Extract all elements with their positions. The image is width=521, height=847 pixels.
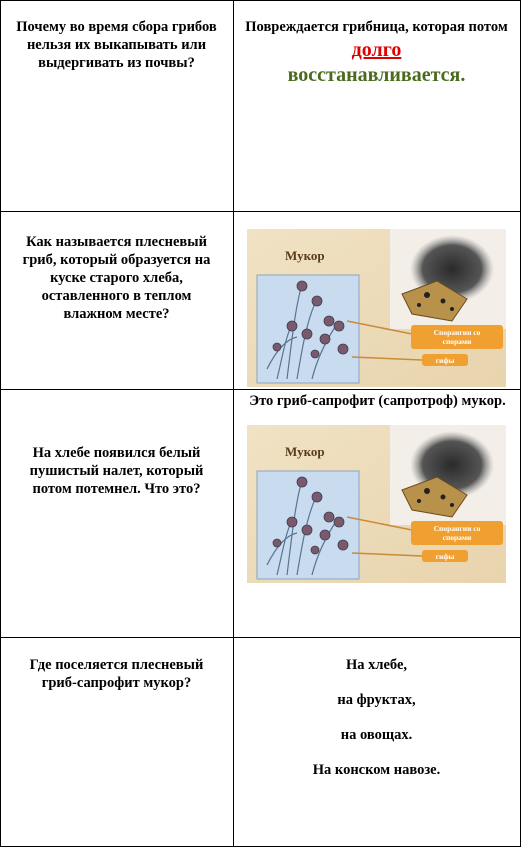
figure-label: гифы: [435, 356, 455, 365]
table-border-left: [0, 0, 1, 847]
answer-highlight-red: долго: [351, 39, 402, 61]
figure-label: спорами: [442, 337, 472, 346]
answer-line: на овощах.: [340, 727, 413, 743]
table-border-top: [0, 0, 521, 1]
answer-cell: [236, 392, 519, 410]
answer-line: На конском навозе.: [312, 762, 441, 778]
question-text: Где поселяется плесневый гриб-сапрофит мукор?: [29, 657, 204, 691]
figure-label: Спорангии со: [433, 328, 481, 337]
question-cell: [14, 444, 219, 498]
question-text: Как называется плесневый гриб, который образуется на куске старого хлеба, оставленного в теплом влажном месте?: [22, 234, 211, 322]
answer-text: Повреждается грибница, которая потом: [245, 19, 508, 35]
row-divider: [0, 211, 521, 212]
mucor-figure: [247, 425, 506, 583]
answer-line: на фруктах,: [337, 692, 416, 708]
answer-text: Это гриб-сапрофит (сапротроф) мукор.: [249, 393, 506, 409]
question-text: На хлебе появился белый пушистый налет, который потом потемнел. Что это?: [29, 445, 204, 497]
mucor-figure: [247, 229, 506, 387]
figure-title: Мукор: [285, 248, 325, 263]
question-text: Почему во время сбора грибов нельзя их выкапывать или выдергивать из почвы?: [16, 19, 217, 71]
question-cell: [14, 233, 219, 323]
answer-cell: [236, 18, 517, 88]
row-divider: [0, 637, 521, 638]
question-cell: [14, 656, 219, 692]
figure-title: Мукор: [285, 444, 325, 459]
row-divider: [0, 389, 521, 390]
answer-highlight-green: восстанавливается.: [287, 64, 466, 86]
answer-line: На хлебе,: [345, 657, 408, 673]
question-cell: [4, 18, 229, 72]
figure-label: спорами: [442, 533, 472, 542]
answer-cell: [236, 656, 517, 796]
table-border-middle: [233, 0, 234, 847]
figure-label: гифы: [435, 552, 455, 561]
figure-label: Спорангии со: [433, 524, 481, 533]
